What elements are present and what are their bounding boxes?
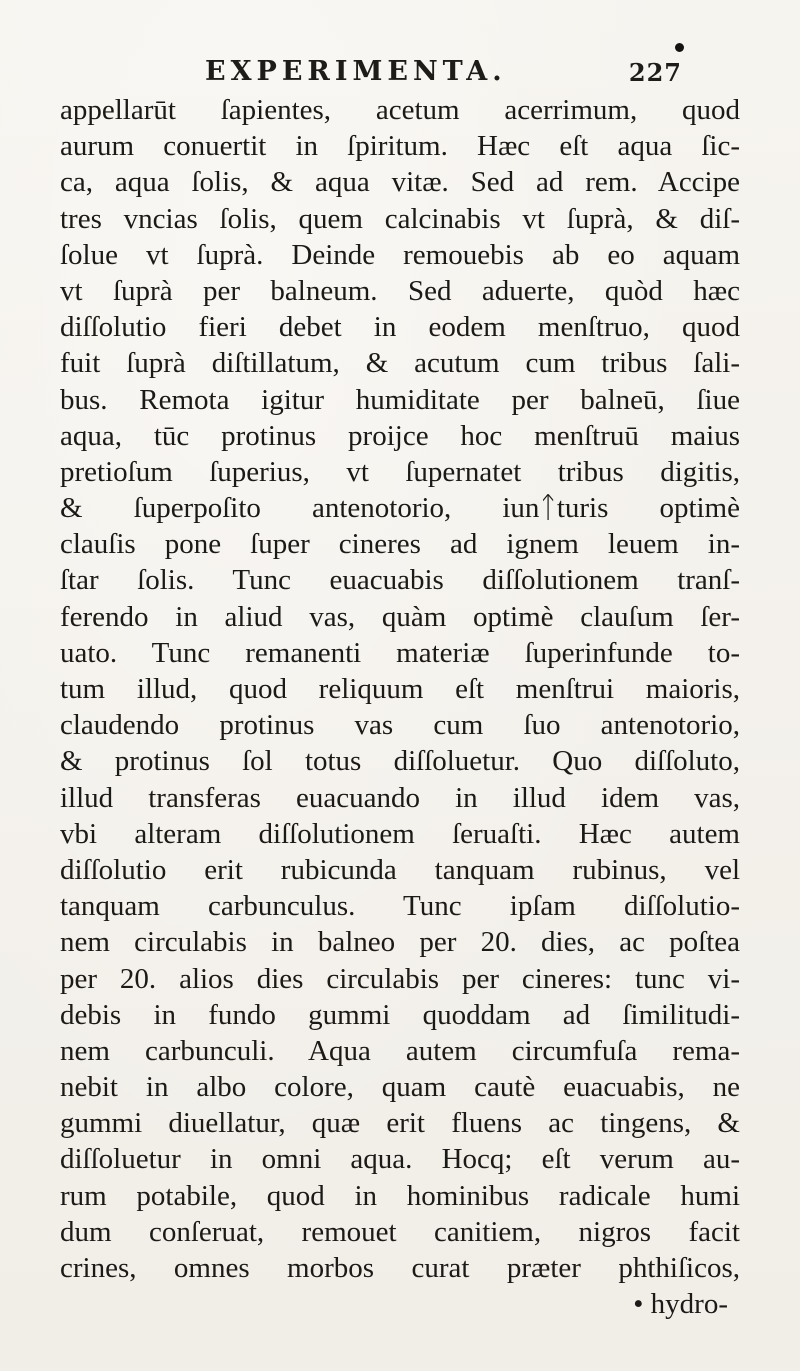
text-line: debis in fundo gummi quoddam ad ſimilitudi- (60, 998, 740, 1031)
text-line: rum potabile, quod in hominibus radicale humi (60, 1179, 740, 1212)
text-line: aqua, tūc protinus proijce hoc menſtruū maius (60, 419, 740, 452)
text-line: per 20. alios dies circulabis per cineres: tunc vi- (60, 962, 740, 995)
text-line: ſolue vt ſuprà. Deinde remouebis ab eo aquam (60, 238, 740, 271)
page-number: 227 (628, 58, 682, 87)
text-line: ca, aqua ſolis, & aqua vitæ. Sed ad rem. Accipe (60, 166, 740, 199)
text-line: gummi diuellatur, quæ erit fluens ac tingens, & (60, 1107, 740, 1140)
text-line: vt ſuprà per balneum. Sed aduerte, quòd hæc (60, 274, 740, 307)
body-text (60, 92, 740, 1322)
text-line: illud transferas euacuando in illud idem vas, (60, 781, 740, 814)
text-line: clauſis pone ſuper cineres ad ignem leuem in- (60, 528, 740, 561)
ink-spot (675, 43, 684, 52)
text-line: diſſolutio erit rubicunda tanquam rubinus, vel (60, 853, 740, 886)
text-line: dum conſeruat, remouet canitiem, nigros facit (60, 1215, 740, 1248)
text-line: nem carbunculi. Aqua autem circumfuſa rema- (60, 1034, 740, 1067)
text-line: ſtar ſolis. Tunc euacuabis diſſolutionem tranſ- (60, 564, 740, 597)
text-line: vbi alteram diſſolutionem ſeruaſti. Hæc autem (60, 817, 740, 850)
text-line: claudendo protinus vas cum ſuo antenotorio, (60, 709, 740, 742)
text-line: ferendo in aliud vas, quàm optimè clauſum ſer- (60, 600, 740, 633)
text-line: diſſolutio fieri debet in eodem menſtruo, quod (60, 311, 740, 344)
text-line: & protinus ſol totus diſſoluetur. Quo diſſoluto, (60, 745, 740, 778)
text-line: aurum conuertit in ſpiritum. Hæc eſt aqua ſic- (60, 130, 740, 163)
text-line: bus. Remota igitur humiditate per balneū, ſiue (60, 383, 740, 416)
running-title: EXPERIMENTA. (205, 56, 507, 87)
text-line: crines, omnes morbos curat præter phthiſicos, (60, 1252, 740, 1284)
text-line: nebit in albo colore, quam cautè euacuabis, ne (60, 1071, 740, 1104)
text-line: tum illud, quod reliquum eſt menſtrui maioris, (60, 673, 740, 705)
text-line: & ſuperpoſito antenotorio, iunᛏturis optimè (60, 492, 740, 525)
text-line: diſſoluetur in omni aqua. Hocq; eſt verum au- (60, 1143, 740, 1176)
text-line: pretioſum ſuperius, vt ſupernatet tribus digitis, (60, 455, 740, 488)
text-line: fuit ſuprà diſtillatum, & acutum cum tribus ſali- (60, 347, 740, 380)
catchword: • hydro- (633, 1288, 728, 1321)
text-line: uato. Tunc remanenti materiæ ſuperinfunde to- (60, 636, 740, 669)
text-line: tanquam carbunculus. Tunc ipſam diſſolutio- (60, 890, 740, 923)
text-line: tres vncias ſolis, quem calcinabis vt ſuprà, & diſ- (60, 202, 740, 235)
text-line: appellarūt ſapientes, acetum acerrimum, quod (60, 94, 740, 126)
text-line: nem circulabis in balneo per 20. dies, ac poſtea (60, 926, 740, 959)
page-header (150, 52, 690, 92)
